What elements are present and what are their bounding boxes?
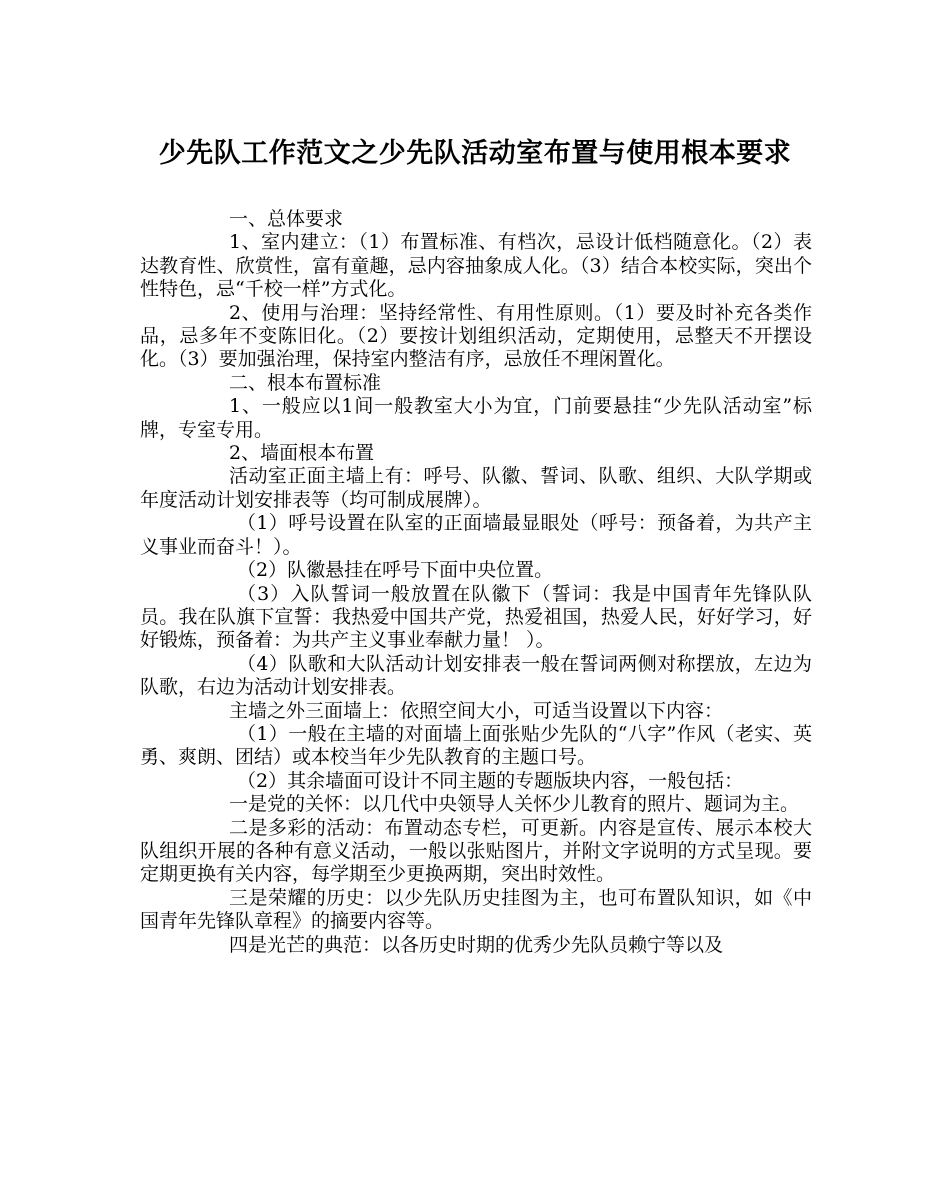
paragraph: 二是多彩的活动：布置动态专栏，可更新。内容是宣传、展示本校大队组织开展的各种有意义活动，一般以张贴图片，并附文字说明的方式呈现。要定期更换有关内容，每学期至少更换两期，突出时效性。 [140, 816, 812, 886]
page-title: 少先队工作范文之少先队活动室布置与使用根本要求 [158, 138, 792, 169]
paragraph: 2、使用与治理：坚持经常性、有用性原则。（1）要及时补充各类作品，忌多年不变陈旧化。（2）要按计划组织活动，定期使用，忌整天不开摆设化。（3）要加强治理，保持室内整洁有序，忌放任不理闲置化。 [140, 301, 812, 371]
paragraph: （3）入队誓词一般放置在队徽下（誓词：我是中国青年先锋队队员。我在队旗下宣誓：我热爱中国共产党，热爱祖国，热爱人民，好好学习，好好锻炼，预备着：为共产主义事业奉献力量！ ）。 [140, 582, 812, 652]
paragraph: 四是光芒的典范：以各历史时期的优秀少先队员赖宁等以及 [229, 933, 724, 956]
paragraph: 1、一般应以1间一般教室大小为宜，门前要悬挂“少先队活动室”标牌，专室专用。 [140, 395, 812, 441]
section-heading: 二、根本布置标准 [229, 371, 382, 394]
section-heading: 一、总体要求 [229, 208, 344, 230]
paragraph: 一是党的关怀：以几代中央领导人关怀少儿教育的照片、题词为主。 [229, 793, 800, 816]
document-body [140, 208, 812, 957]
paragraph: （4）队歌和大队活动计划安排表一般在誓词两侧对称摆放，左边为队歌，右边为活动计划安排表。 [140, 652, 812, 699]
paragraph: 主墙之外三面墙上：依照空间大小，可适当设置以下内容： [229, 699, 724, 722]
paragraph: （2）其余墙面可设计不同主题的专题版块内容，一般包括： [237, 769, 744, 792]
paragraph: （1）一般在主墙的对面墙上面张贴少先队的“八字”作风（老实、英勇、爽朗、团结）或本校当年少先队教育的主题口号。 [140, 722, 812, 769]
paragraph: 三是荣耀的历史：以少先队历史挂图为主，也可布置队知识，如《中国青年先锋队章程》的摘要内容等。 [140, 886, 812, 933]
paragraph: 2、墙面根本布置 [229, 442, 375, 465]
paragraph: （1）呼号设置在队室的正面墙最显眼处（呼号：预备着，为共产主义事业而奋斗！）。 [140, 512, 812, 558]
paragraph: 活动室正面主墙上有：呼号、队徽、誓词、队歌、组织、大队学期或年度活动计划安排表等（均可制成展牌）。 [140, 465, 812, 511]
paragraph: 1、室内建立：（1）布置标准、有档次，忌设计低档随意化。（2）表达教育性、欣赏性，富有童趣，忌内容抽象成人化。（3）结合本校实际，突出个性特色，忌“千校一样”方式化。 [140, 231, 812, 301]
paragraph: （2）队徽悬挂在呼号下面中央位置。 [237, 559, 554, 582]
